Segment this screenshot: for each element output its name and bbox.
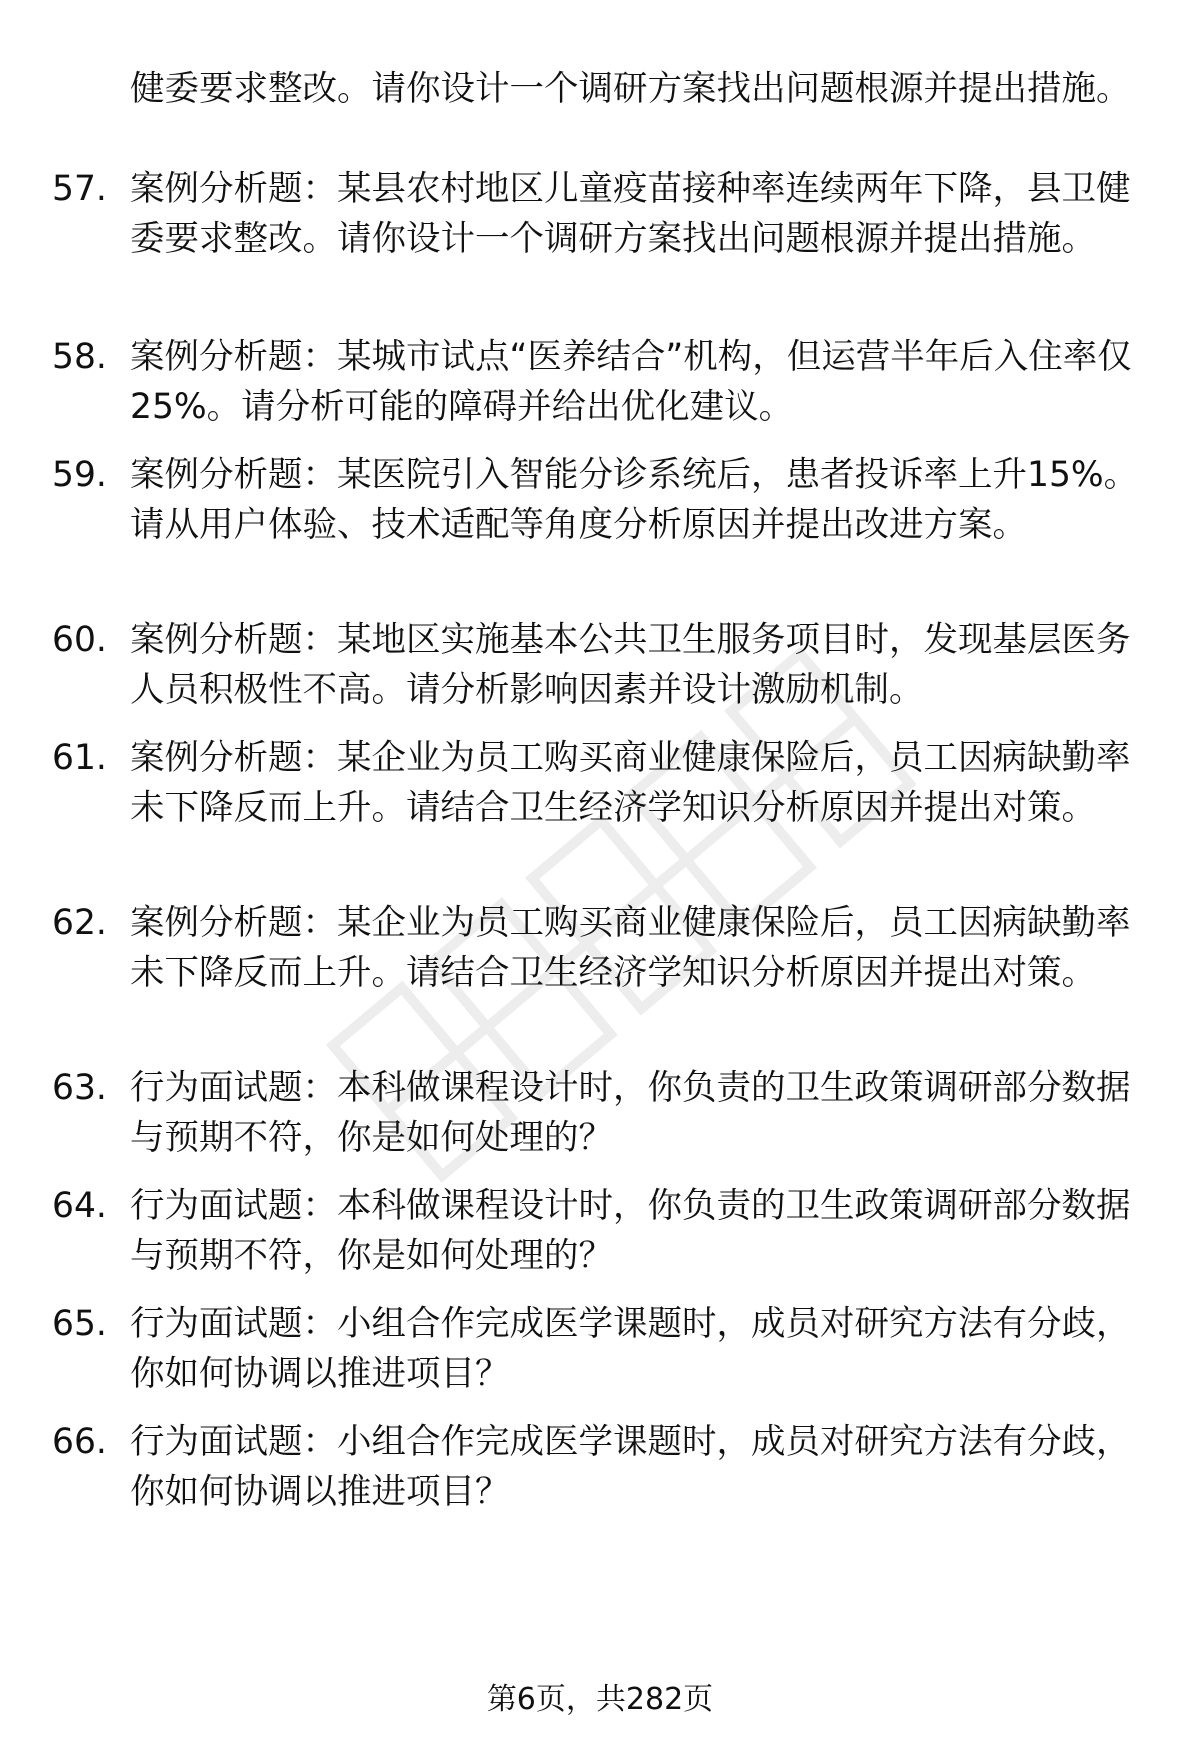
question-number: 66. [52,1422,107,1462]
question-number: 58. [52,337,107,377]
question-number: 62. [52,903,107,943]
question-number: 59. [52,455,107,495]
question-number: 65. [52,1304,107,1344]
question-number: 61. [52,738,107,778]
question-number: 64. [52,1186,107,1226]
question-text: 案例分析题：某企业为员工购买商业健康保险后，员工因病缺勤率未下降反而上升。请结合卫生经济学知识分析原因并提出对策。 [130,903,1131,993]
question-text: 案例分析题：某城市试点“医养结合”机构，但运营半年后入住率仅25%。请分析可能的障碍并给出优化建议。 [130,337,1132,427]
question-number: 57. [52,169,107,209]
question-text: 案例分析题：某县农村地区儿童疫苗接种率连续两年下降，县卫健委要求整改。请你设计一个调研方案找出问题根源并提出措施。 [130,169,1131,259]
question-text: 案例分析题：某医院引入智能分诊系统后，患者投诉率上升15%。请从用户体验、技术适配等角度分析原因并提出改进方案。 [130,455,1139,545]
question-text: 行为面试题：本科做课程设计时，你负责的卫生政策调研部分数据与预期不符，你是如何处理的？ [130,1186,1131,1276]
question-number: 60. [52,620,107,660]
question-text: 行为面试题：小组合作完成医学课题时，成员对研究方法有分歧，你如何协调以推进项目？ [130,1304,1131,1394]
question-text: 行为面试题：小组合作完成医学课题时，成员对研究方法有分歧，你如何协调以推进项目？ [130,1422,1131,1512]
question-number: 63. [52,1068,107,1108]
continuation-text: 健委要求整改。请你设计一个调研方案找出问题根源并提出措施。 [130,69,1131,109]
question-text: 案例分析题：某企业为员工购买商业健康保险后，员工因病缺勤率未下降反而上升。请结合卫生经济学知识分析原因并提出对策。 [130,738,1131,828]
question-text: 行为面试题：本科做课程设计时，你负责的卫生政策调研部分数据与预期不符，你是如何处理的？ [130,1068,1131,1158]
question-text: 案例分析题：某地区实施基本公共卫生服务项目时，发现基层医务人员积极性不高。请分析影响因素并设计激励机制。 [130,620,1131,710]
page-footer: 第6页，共282页 [486,1682,714,1717]
